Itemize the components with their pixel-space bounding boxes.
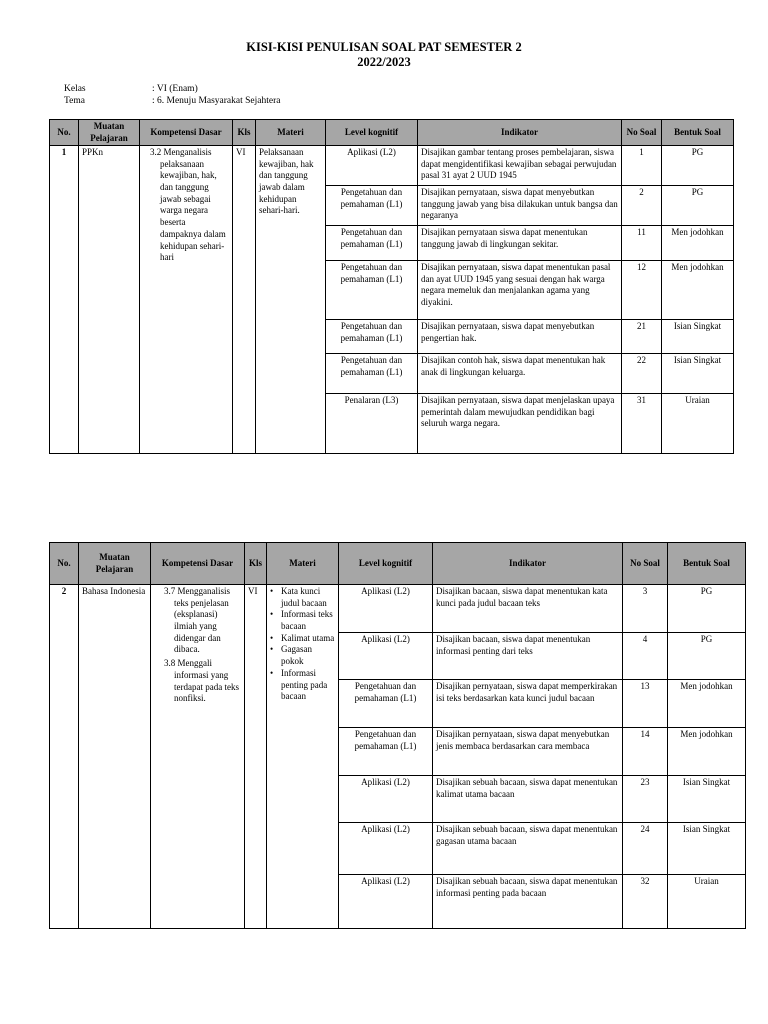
bentuk-cell: Isian Singkat <box>662 354 734 394</box>
bentuk-cell: Men jodohkan <box>668 728 746 776</box>
header-no: No. <box>50 120 79 146</box>
header-kls: Kls <box>245 543 267 585</box>
row-kls: VI <box>245 585 267 929</box>
level-cell: Aplikasi (L2) <box>339 633 433 680</box>
kd-item: 3.7 Mengganalisis teks penjelasan (eksplanasi) ilmiah yang didengar dan dibaca. <box>164 586 230 655</box>
bentuk-cell: Men jodohkan <box>662 226 734 261</box>
level-cell: Aplikasi (L2) <box>339 875 433 929</box>
row-kd <box>151 585 245 929</box>
no-soal-cell: 4 <box>623 633 668 680</box>
tema-value: : 6. Menuju Masyarakat Sejahtera <box>152 96 281 106</box>
indikator-cell: Disajikan pernyataan, siswa dapat menjelaskan upaya pemerintah dalam mewujudkan pendidikan bagi seluruh warga negara. <box>418 394 622 454</box>
materi-item: • Informasi penting pada bacaan <box>279 668 335 703</box>
bentuk-cell: PG <box>662 186 734 226</box>
indikator-cell: Disajikan pernyataan, siswa dapat menyebutkan tanggung jawab yang bisa dilakukan untuk bangsa dan negaranya <box>418 186 622 226</box>
indikator-cell: Disajikan pernyataan, siswa dapat menyebutkan pengertian hak. <box>418 320 622 354</box>
header-no-soal: No Soal <box>623 543 668 585</box>
header-row <box>50 543 746 585</box>
header-muatan: Muatan Pelajaran <box>79 543 151 585</box>
row-kd: 3.2 Menganalisis pelaksanaan kewajiban, hak, dan tanggung jawab sebagai warga negara beserta dampaknya dalam kehidupan sehari-hari <box>140 146 233 454</box>
table-row <box>50 585 746 633</box>
row-materi <box>267 585 339 929</box>
indikator-cell: Disajikan pernyataan, siswa dapat menentukan pasal dan ayat UUD 1945 yang sesuai dengan hak warga negara memeluk dan menjalankan agama yang diyakini. <box>418 261 622 320</box>
no-soal-cell: 14 <box>623 728 668 776</box>
materi-item: • Kata kunci judul bacaan <box>279 586 335 609</box>
no-soal-cell: 13 <box>623 680 668 728</box>
no-soal-cell: 23 <box>623 776 668 823</box>
header-materi: Materi <box>256 120 326 146</box>
level-cell: Aplikasi (L2) <box>339 585 433 633</box>
bentuk-cell: PG <box>668 585 746 633</box>
indikator-cell: Disajikan sebuah bacaan, siswa dapat menentukan kalimat utama bacaan <box>433 776 623 823</box>
no-soal-cell: 31 <box>622 394 662 454</box>
bentuk-cell: Uraian <box>668 875 746 929</box>
header-kd: Kompetensi Dasar <box>151 543 245 585</box>
materi-list <box>270 586 335 703</box>
no-soal-cell: 24 <box>623 823 668 875</box>
document-year: 2022/2023 <box>357 55 411 69</box>
row-kls: VI <box>233 146 256 454</box>
header-no: No. <box>50 543 79 585</box>
meta-kelas <box>64 84 198 94</box>
bentuk-cell: Men jodohkan <box>668 680 746 728</box>
level-cell: Pengetahuan dan pemahaman (L1) <box>326 226 418 261</box>
level-cell: Pengetahuan dan pemahaman (L1) <box>339 680 433 728</box>
kisi-table-bahasa-indonesia <box>49 542 746 929</box>
kd-item: 3.8 Menggali informasi yang terdapat pada teks nonfiksi. <box>164 658 239 704</box>
header-bentuk: Bentuk Soal <box>662 120 734 146</box>
bentuk-cell: PG <box>662 146 734 186</box>
level-cell: Aplikasi (L2) <box>339 823 433 875</box>
no-soal-cell: 1 <box>622 146 662 186</box>
row-no: 1 <box>50 146 79 454</box>
no-soal-cell: 32 <box>623 875 668 929</box>
materi-item: • Gagasan pokok <box>279 644 335 667</box>
table-row <box>50 146 734 186</box>
no-soal-cell: 11 <box>622 226 662 261</box>
bentuk-cell: Isian Singkat <box>668 823 746 875</box>
header-muatan: Muatan Pelajaran <box>79 120 140 146</box>
level-cell: Penalaran (L3) <box>326 394 418 454</box>
level-cell: Pengetahuan dan pemahaman (L1) <box>326 186 418 226</box>
level-cell: Pengetahuan dan pemahaman (L1) <box>326 354 418 394</box>
level-cell: Pengetahuan dan pemahaman (L1) <box>326 320 418 354</box>
kelas-label: Kelas <box>64 84 86 94</box>
no-soal-cell: 22 <box>622 354 662 394</box>
row-muatan: Bahasa Indonesia <box>79 585 151 929</box>
header-indikator: Indikator <box>433 543 623 585</box>
bentuk-cell: PG <box>668 633 746 680</box>
kelas-value: : VI (Enam) <box>152 84 198 94</box>
tema-label: Tema <box>64 96 85 106</box>
indikator-cell: Disajikan contoh hak, siswa dapat menentukan hak anak di lingkungan keluarga. <box>418 354 622 394</box>
level-cell: Aplikasi (L2) <box>326 146 418 186</box>
bentuk-cell: Isian Singkat <box>668 776 746 823</box>
no-soal-cell: 21 <box>622 320 662 354</box>
row-no: 2 <box>50 585 79 929</box>
meta-tema <box>64 96 280 106</box>
indikator-cell: Disajikan sebuah bacaan, siswa dapat menentukan informasi penting pada bacaan <box>433 875 623 929</box>
header-kls: Kls <box>233 120 256 146</box>
no-soal-cell: 3 <box>623 585 668 633</box>
header-level: Level kognitif <box>326 120 418 146</box>
indikator-cell: Disajikan bacaan, siswa dapat menentukan informasi penting dari teks <box>433 633 623 680</box>
indikator-cell: Disajikan pernyataan, siswa dapat memperkirakan isi teks berdasarkan kata kunci judul bacaan <box>433 680 623 728</box>
row-muatan: PPKn <box>79 146 140 454</box>
bentuk-cell: Uraian <box>662 394 734 454</box>
header-no-soal: No Soal <box>622 120 662 146</box>
level-cell: Pengetahuan dan pemahaman (L1) <box>326 261 418 320</box>
header-indikator: Indikator <box>418 120 622 146</box>
header-level: Level kognitif <box>339 543 433 585</box>
indikator-cell: Disajikan sebuah bacaan, siswa dapat menentukan gagasan utama bacaan <box>433 823 623 875</box>
level-cell: Pengetahuan dan pemahaman (L1) <box>339 728 433 776</box>
indikator-cell: Disajikan gambar tentang proses pembelajaran, siswa dapat mengidentifikasi kewajiban sebagai perwujudan pasal 31 ayat 2 UUD 1945 <box>418 146 622 186</box>
document-title: KISI-KISI PENULISAN SOAL PAT SEMESTER 2 <box>246 40 522 54</box>
bentuk-cell: Isian Singkat <box>662 320 734 354</box>
kisi-table-ppkn <box>49 119 734 454</box>
materi-item: • Kalimat utama <box>279 633 335 645</box>
header-bentuk: Bentuk Soal <box>668 543 746 585</box>
no-soal-cell: 12 <box>622 261 662 320</box>
materi-item: • Informasi teks bacaan <box>279 609 335 632</box>
indikator-cell: Disajikan pernyataan siswa dapat menentukan tanggung jawab di lingkungan sekitar. <box>418 226 622 261</box>
no-soal-cell: 2 <box>622 186 662 226</box>
level-cell: Aplikasi (L2) <box>339 776 433 823</box>
indikator-cell: Disajikan bacaan, siswa dapat menentukan kata kunci pada judul bacaan teks <box>433 585 623 633</box>
bentuk-cell: Men jodohkan <box>662 261 734 320</box>
header-kd: Kompetensi Dasar <box>140 120 233 146</box>
header-materi: Materi <box>267 543 339 585</box>
row-materi: Pelaksanaan kewajiban, hak dan tanggung jawab dalam kehidupan sehari-hari. <box>256 146 326 454</box>
indikator-cell: Disajikan pernyataan, siswa dapat menyebutkan jenis membaca berdasarkan cara membaca <box>433 728 623 776</box>
header-row <box>50 120 734 146</box>
